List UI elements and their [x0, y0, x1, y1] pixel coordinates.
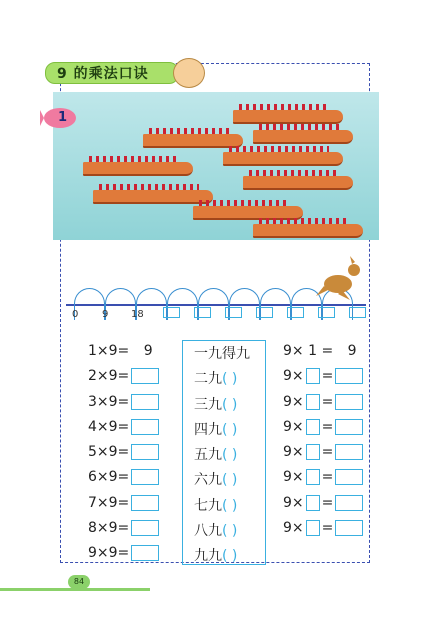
number-line-answer-box[interactable]: [349, 307, 366, 318]
equation-row: [283, 444, 363, 468]
rhyme-text: 八九: [194, 523, 222, 539]
equation-row: [88, 368, 159, 392]
rhyme-blank[interactable]: ( ): [222, 498, 238, 514]
equation-suffix: =: [321, 520, 334, 536]
equation-suffix: =: [321, 469, 334, 485]
equation-suffix: =: [321, 419, 334, 435]
number-line-label: 18: [131, 309, 144, 320]
equation-prefix: 9×: [283, 469, 304, 485]
equation-prefix: 9×: [283, 444, 304, 460]
equation-row: [283, 520, 363, 544]
answer-blank[interactable]: [131, 368, 159, 384]
dragon-boat: [93, 190, 213, 204]
answer-blank[interactable]: [335, 495, 363, 511]
dragon-boat: [143, 134, 243, 148]
rhyme-blank[interactable]: ( ): [222, 548, 238, 564]
kangaroo-icon: [316, 256, 364, 302]
rhyme-blank[interactable]: ( ): [222, 397, 238, 413]
equation-row: [283, 368, 363, 392]
equation-row: [88, 394, 159, 418]
equation-answer: 9: [143, 343, 153, 359]
answer-blank[interactable]: [335, 520, 363, 536]
page-number: 84: [68, 575, 90, 589]
equation-prefix: 9×: [283, 495, 304, 511]
answer-blank[interactable]: [131, 419, 159, 435]
example-fish-marker: [40, 106, 80, 130]
rhyme-blank[interactable]: ( ): [222, 523, 238, 539]
equation-answer: 9: [347, 343, 357, 359]
answer-blank[interactable]: [131, 444, 159, 460]
rhyme-text: 三九: [194, 397, 222, 413]
equation-expression: 1×9=: [88, 343, 130, 359]
equation-prefix: 9×: [283, 419, 304, 435]
dragon-boat: [253, 224, 363, 238]
number-line-label: 0: [72, 309, 79, 320]
equation-row: [88, 419, 159, 443]
answer-blank[interactable]: [131, 495, 159, 511]
equation-suffix: =: [321, 394, 334, 410]
rhyme-text: 二九: [194, 371, 222, 387]
equation-row: [88, 444, 159, 468]
equation-prefix: 9×: [283, 394, 304, 410]
answer-blank[interactable]: [335, 394, 363, 410]
answer-blank[interactable]: [131, 469, 159, 485]
number-line-answer-box[interactable]: [194, 307, 211, 318]
factor-blank[interactable]: [306, 469, 320, 485]
rhyme-text: 一九得九: [194, 346, 250, 362]
number-line-answer-box[interactable]: [225, 307, 242, 318]
answer-blank[interactable]: [131, 545, 159, 561]
answer-blank[interactable]: [131, 520, 159, 536]
equation-expression: 5×9=: [88, 444, 130, 460]
factor-blank[interactable]: [306, 495, 320, 511]
equation-row: [88, 520, 159, 544]
rhyme-text: 九九: [194, 548, 222, 564]
answer-blank[interactable]: [335, 469, 363, 485]
equation-suffix: =: [321, 444, 334, 460]
factor-blank[interactable]: [306, 394, 320, 410]
rhyme-row: [194, 495, 237, 519]
number-line-answer-box[interactable]: [163, 307, 180, 318]
rhyme-row: [194, 444, 237, 468]
equation-suffix: =: [321, 368, 334, 384]
equation-row: [88, 469, 159, 493]
dragon-boat: [243, 176, 353, 190]
factor-blank[interactable]: [306, 520, 320, 536]
dragon-boat: [83, 162, 193, 176]
equation-expression: 4×9=: [88, 419, 130, 435]
answer-blank[interactable]: [131, 394, 159, 410]
rhyme-row: [194, 343, 250, 367]
rhyme-blank[interactable]: ( ): [222, 422, 238, 438]
lesson-title-banner: [45, 58, 195, 86]
equation-row: [88, 545, 159, 569]
equation-expression: 8×9=: [88, 520, 130, 536]
dragon-boat: [233, 110, 343, 124]
answer-blank[interactable]: [335, 444, 363, 460]
equation-row: [283, 343, 357, 367]
dragon-boat: [223, 152, 343, 166]
factor-blank[interactable]: [306, 444, 320, 460]
cartoon-face-icon: [173, 58, 205, 88]
rhyme-text: 四九: [194, 422, 222, 438]
answer-blank[interactable]: [335, 419, 363, 435]
number-line-answer-box[interactable]: [287, 307, 304, 318]
factor-blank[interactable]: [306, 419, 320, 435]
rhyme-row: [194, 520, 237, 544]
rhyme-blank[interactable]: ( ): [222, 447, 238, 463]
rhyme-row: [194, 394, 237, 418]
number-line-answer-box[interactable]: [256, 307, 273, 318]
dragon-boat-illustration: [53, 92, 379, 240]
equation-expression: 9× 1 =: [283, 343, 334, 359]
equation-row: [88, 495, 159, 519]
rhyme-blank[interactable]: ( ): [222, 472, 238, 488]
rhyme-row: [194, 545, 237, 569]
number-line-answer-box[interactable]: [318, 307, 335, 318]
answer-blank[interactable]: [335, 368, 363, 384]
factor-blank[interactable]: [306, 368, 320, 384]
equation-expression: 7×9=: [88, 495, 130, 511]
rhyme-text: 五九: [194, 447, 222, 463]
equation-row: [283, 495, 363, 519]
equation-expression: 3×9=: [88, 394, 130, 410]
rhyme-row: [194, 419, 237, 443]
rhyme-text: 六九: [194, 472, 222, 488]
dragon-boat: [253, 130, 353, 144]
equation-row: [283, 469, 363, 493]
equation-prefix: 9×: [283, 368, 304, 384]
rhyme-blank[interactable]: ( ): [222, 371, 238, 387]
equation-suffix: =: [321, 495, 334, 511]
equation-expression: 2×9=: [88, 368, 130, 384]
example-number: 1: [58, 110, 68, 125]
equation-expression: 6×9=: [88, 469, 130, 485]
rhyme-row: [194, 368, 237, 392]
jump-arc: [74, 288, 105, 320]
rhyme-text: 七九: [194, 498, 222, 514]
lesson-title: 9 的乘法口诀: [57, 66, 149, 82]
number-line-label: 9: [102, 309, 109, 320]
equation-expression: 9×9=: [88, 545, 130, 561]
rhyme-row: [194, 469, 237, 493]
equation-prefix: 9×: [283, 520, 304, 536]
equation-row: [283, 419, 363, 443]
equation-row: [283, 394, 363, 418]
equation-row: [88, 343, 153, 367]
